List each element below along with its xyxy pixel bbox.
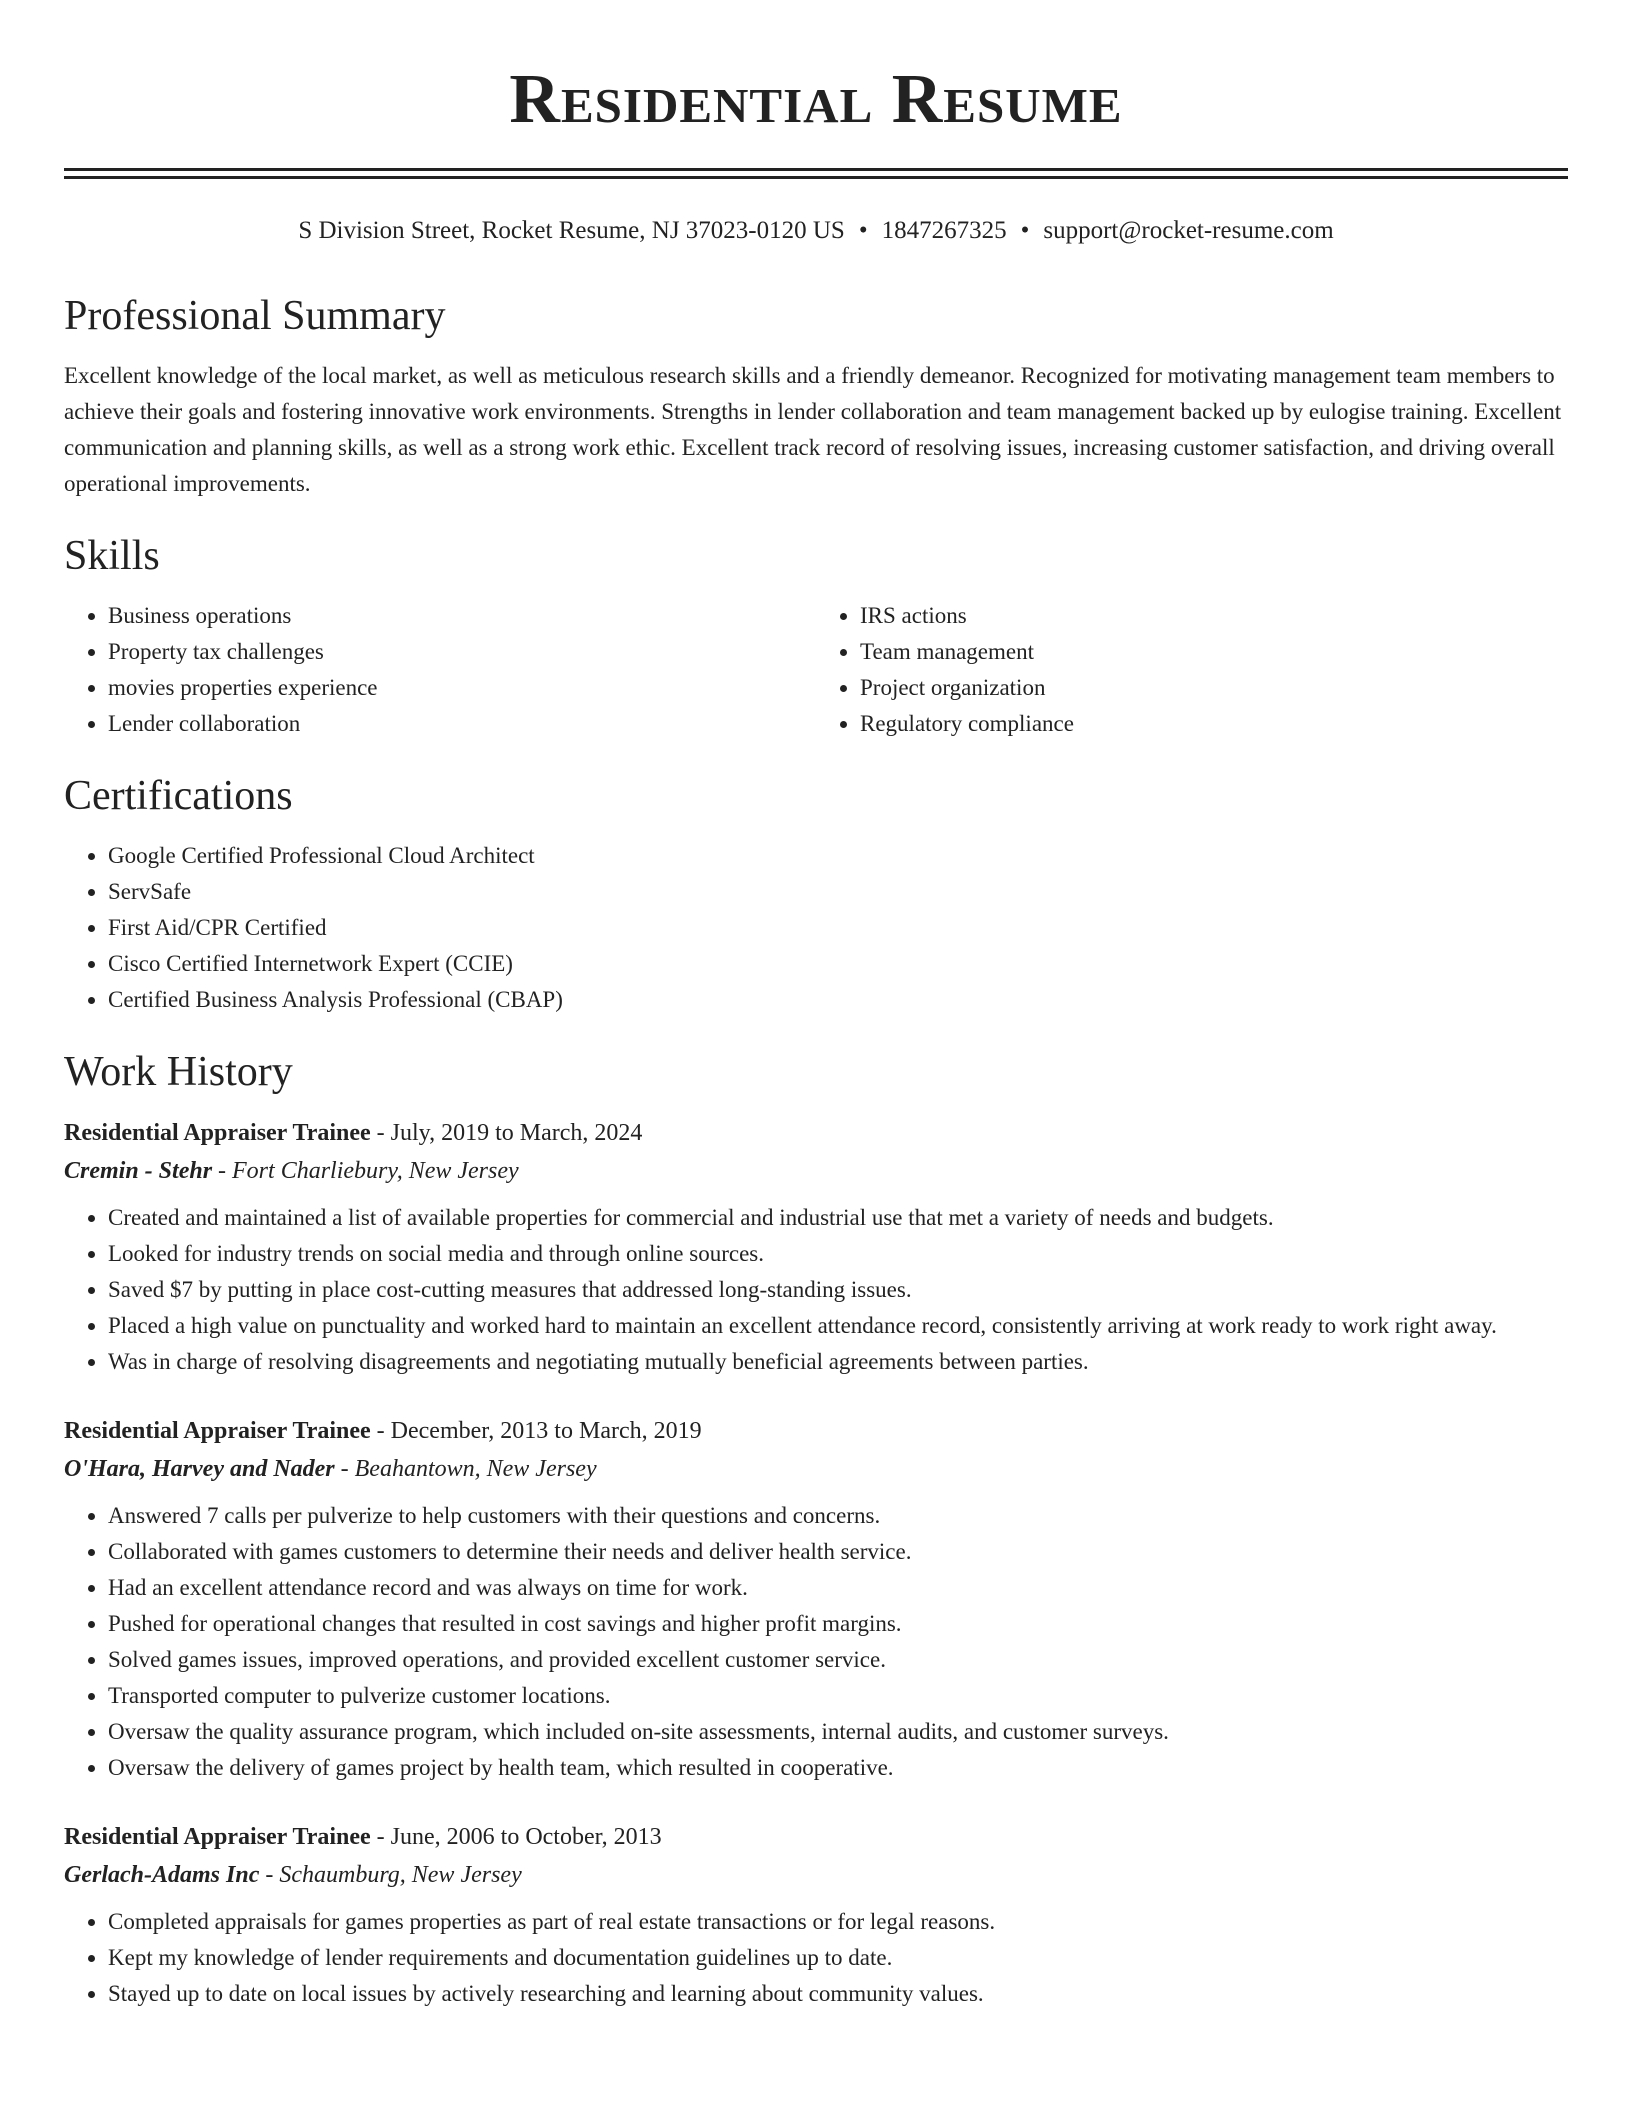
job-dates: - July, 2019 to March, 2024 (370, 1120, 643, 1146)
job-title: Residential Appraiser Trainee (64, 1418, 371, 1444)
job-bullet: • Had an excellent attendance record and was always on time for work. (108, 1570, 1568, 1606)
contact-separator: • (858, 217, 868, 244)
job-title-line (64, 1818, 1568, 1856)
job-location: - Fort Charliebury, New Jersey (212, 1158, 519, 1184)
job-dates: - December, 2013 to March, 2019 (370, 1418, 702, 1444)
certifications-list (64, 838, 1568, 1018)
job-title: Residential Appraiser Trainee (64, 1120, 371, 1146)
certification-item: • ServSafe (108, 874, 1568, 910)
skills-section (64, 528, 1568, 742)
job-bullet: • Transported computer to pulverize customer locations. (108, 1678, 1568, 1714)
work-history-heading: Work History (64, 1049, 293, 1095)
job-entry (64, 1818, 1568, 2012)
job-bullets (64, 1904, 1568, 2012)
job-location: - Schaumburg, New Jersey (259, 1862, 522, 1888)
job-entry (64, 1114, 1568, 1380)
skill-item: • Property tax challenges (108, 634, 816, 670)
contact-separator: • (1020, 217, 1030, 244)
contact-email: support@rocket-resume.com (1043, 217, 1334, 244)
job-bullets (64, 1200, 1568, 1380)
contact-address: S Division Street, Rocket Resume, NJ 37023-0120 US (298, 217, 845, 244)
resume-body (64, 288, 1568, 2044)
skill-item: • Lender collaboration (108, 706, 816, 742)
skill-item: • Team management (860, 634, 1568, 670)
skill-item: • Business operations (108, 598, 816, 634)
job-bullet: • Collaborated with games customers to determine their needs and deliver health service. (108, 1534, 1568, 1570)
job-location: - Beahantown, New Jersey (334, 1456, 597, 1482)
job-title: Residential Appraiser Trainee (64, 1824, 371, 1850)
skills-list-right (816, 598, 1568, 742)
summary-heading: Professional Summary (64, 293, 446, 339)
job-dates: - June, 2006 to October, 2013 (370, 1824, 662, 1850)
header-rule-bottom (64, 176, 1568, 179)
job-bullet: • Was in charge of resolving disagreements and negotiating mutually beneficial agreements between parties. (108, 1344, 1568, 1380)
contact-line (0, 214, 1632, 248)
job-bullet: • Completed appraisals for games properties as part of real estate transactions or for legal reasons. (108, 1904, 1568, 1940)
certification-item: • Google Certified Professional Cloud Architect (108, 838, 1568, 874)
job-bullets (64, 1498, 1568, 1786)
certifications-section (64, 768, 1568, 1018)
certifications-heading: Certifications (64, 773, 293, 819)
job-bullet: • Created and maintained a list of available properties for commercial and industrial use that met a variety of needs and budgets. (108, 1200, 1568, 1236)
skill-item: • Project organization (860, 670, 1568, 706)
job-bullet: • Placed a high value on punctuality and worked hard to maintain an excellent attendance record, consistently arriving at work ready to work right away. (108, 1308, 1568, 1344)
certification-item: • Cisco Certified Internetwork Expert (CCIE) (108, 946, 1568, 982)
job-company: Cremin - Stehr (64, 1158, 213, 1184)
header-rule-top (64, 168, 1568, 171)
job-bullet: • Answered 7 calls per pulverize to help customers with their questions and concerns. (108, 1498, 1568, 1534)
job-entry (64, 1412, 1568, 1786)
job-company-line (64, 1856, 1568, 1894)
skills-heading: Skills (64, 533, 160, 579)
job-bullet: • Kept my knowledge of lender requirements and documentation guidelines up to date. (108, 1940, 1568, 1976)
skill-item: • movies properties experience (108, 670, 816, 706)
job-bullet: • Oversaw the quality assurance program, which included on-site assessments, internal audits, and customer surveys. (108, 1714, 1568, 1750)
job-title-line (64, 1114, 1568, 1152)
job-company-line (64, 1152, 1568, 1190)
job-bullet: • Stayed up to date on local issues by actively researching and learning about community values. (108, 1976, 1568, 2012)
certification-item: • Certified Business Analysis Professional (CBAP) (108, 982, 1568, 1018)
job-company-line (64, 1450, 1568, 1488)
skill-item: • IRS actions (860, 598, 1568, 634)
certification-item: • First Aid/CPR Certified (108, 910, 1568, 946)
resume-name: Residential Resume (509, 61, 1123, 138)
job-title-line (64, 1412, 1568, 1450)
summary-text: Excellent knowledge of the local market, as well as meticulous research skills and a friendly demeanor. Recognized for motivating management team members to achieve their goals and fostering innovative work environments. Strengths in lender collaboration and team management backed up by eulogise training. Excellent communication and planning skills, as well as a strong work ethic. Excellent track record of resolving issues, increasing customer satisfaction, and driving overall operational improvements. (64, 363, 1562, 496)
summary-section (64, 288, 1568, 502)
skills-columns (64, 598, 1568, 742)
skill-item: • Regulatory compliance (860, 706, 1568, 742)
skills-list-left (64, 598, 816, 742)
job-company: O'Hara, Harvey and Nader (64, 1456, 335, 1482)
work-history-section (64, 1044, 1568, 2012)
job-bullet: • Pushed for operational changes that resulted in cost savings and higher profit margins. (108, 1606, 1568, 1642)
job-company: Gerlach-Adams Inc (64, 1862, 260, 1888)
job-bullet: • Solved games issues, improved operations, and provided excellent customer service. (108, 1642, 1568, 1678)
job-bullet: • Looked for industry trends on social media and through online sources. (108, 1236, 1568, 1272)
job-bullet: • Saved $7 by putting in place cost-cutting measures that addressed long-standing issues. (108, 1272, 1568, 1308)
job-bullet: • Oversaw the delivery of games project by health team, which resulted in cooperative. (108, 1750, 1568, 1786)
contact-phone: 1847267325 (881, 217, 1007, 244)
